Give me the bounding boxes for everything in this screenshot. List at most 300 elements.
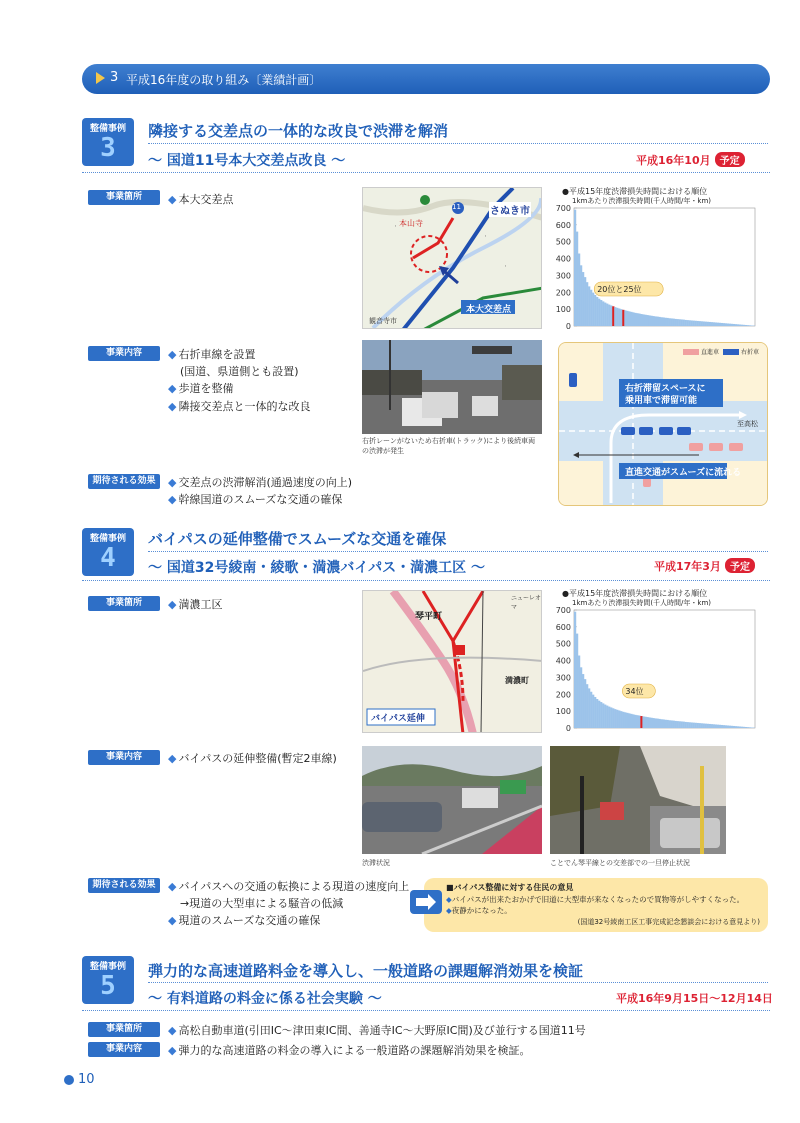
bar: [751, 325, 753, 326]
map-label-intersection: 本大交差点: [466, 305, 512, 315]
bar: [697, 321, 699, 326]
diamond-icon: ◆: [168, 1044, 177, 1057]
bar: [665, 318, 667, 326]
bar: [646, 717, 648, 728]
status-badge: 予定: [715, 152, 745, 167]
bar: [660, 317, 662, 326]
tag-location: 事業箇所: [88, 190, 160, 205]
arrow-icon: [96, 72, 105, 84]
bar: [733, 726, 735, 728]
y-tick-label: 0: [565, 724, 571, 733]
bar: [654, 316, 656, 326]
chart-svg: [550, 588, 765, 736]
effect-item: [168, 474, 352, 490]
y-tick-label: 400: [555, 254, 571, 264]
section-header: [82, 64, 770, 94]
bar: [747, 325, 749, 326]
bar: [636, 313, 638, 326]
bar: [673, 721, 675, 728]
bar: [614, 709, 616, 728]
bar: [586, 684, 588, 728]
bar: [743, 727, 745, 728]
photo-intersection: [362, 340, 542, 434]
bar: [658, 317, 660, 326]
bar: [618, 308, 620, 326]
bar: [741, 727, 743, 728]
photo-congestion: [362, 746, 542, 854]
location-item: [168, 1022, 586, 1038]
bar: [711, 724, 713, 728]
bar: [679, 319, 681, 326]
bar: [596, 699, 598, 728]
bar: [705, 322, 707, 326]
bar: [584, 679, 586, 728]
diamond-icon: ◆: [168, 348, 177, 361]
svg-text:・: ・: [483, 234, 489, 240]
case-badge-3: [82, 118, 134, 166]
bar: [705, 724, 707, 728]
callout-label: 34位: [625, 687, 644, 696]
content-item: [168, 380, 233, 396]
bar: [725, 725, 727, 728]
photo-caption: ことでん琴平線との交差部での一旦停止状況: [550, 859, 690, 867]
y-tick-label: 300: [555, 673, 571, 683]
case-badge-label: 整備事例: [89, 962, 126, 972]
bar: [648, 717, 650, 728]
bar: [638, 716, 640, 728]
bar: [600, 702, 602, 728]
bar: [697, 723, 699, 728]
opinion-title: ■バイパス整備に対する住民の意見: [446, 883, 574, 892]
chart-unit: 1kmあたり渋滞損失時間(千人時間/年・km): [572, 599, 712, 607]
diagram-direction: 至高松: [737, 420, 758, 428]
bar: [650, 316, 652, 326]
map-label-town1: 琴平町: [415, 612, 443, 622]
bar: [634, 715, 636, 728]
location-text: 満濃工区: [178, 598, 223, 611]
diamond-icon: ◆: [168, 382, 177, 395]
bar: [642, 716, 644, 728]
effect-item: [168, 491, 342, 507]
diagram-turn-lane: [558, 342, 768, 506]
bar: [739, 726, 741, 728]
photo-caption: 右折レーンがないため右折車(トラック)により後続車両の渋滞が発生: [362, 437, 536, 455]
case-badge-number: 3: [100, 133, 116, 163]
bar: [662, 719, 664, 728]
tag-content: 事業内容: [88, 750, 160, 765]
bar: [602, 301, 604, 326]
y-tick-label: 700: [555, 204, 571, 213]
bar: [695, 321, 697, 326]
content-item: [168, 1042, 530, 1058]
bar: [727, 725, 729, 728]
bar: [751, 727, 753, 728]
bar: [612, 306, 614, 326]
y-tick-label: 500: [555, 237, 571, 247]
bar: [632, 312, 634, 326]
bar: [677, 319, 679, 326]
bar: [598, 299, 600, 326]
bar: [681, 721, 683, 728]
bar: [582, 674, 584, 728]
case4-subtitle: 〜 国道32号綾南・綾歌・満濃バイパス・満濃工区 〜: [148, 560, 485, 576]
bar: [717, 323, 719, 326]
y-tick-label: 700: [555, 606, 571, 615]
diagram-note1: 右折滞留スペースに: [625, 384, 706, 394]
bar: [691, 320, 693, 326]
effect-text: 幹線国道のスムーズな交通の確保: [178, 493, 343, 506]
map-case4: [362, 590, 542, 733]
y-tick-label: 400: [555, 656, 571, 666]
bar: [673, 319, 675, 326]
bar: [707, 322, 709, 326]
content-item: [180, 363, 299, 379]
bar: [624, 712, 626, 728]
page-number: 10: [78, 1072, 95, 1087]
divider: [148, 551, 768, 552]
bar: [662, 317, 664, 326]
content-item: [168, 346, 255, 362]
bar: [604, 303, 606, 326]
tag-location: 事業箇所: [88, 596, 160, 611]
bar: [711, 322, 713, 326]
map-label-station: 観音寺市: [369, 317, 397, 325]
section-number: 3: [110, 70, 119, 85]
bar: [719, 725, 721, 728]
bar: [701, 321, 703, 326]
bar: [620, 309, 622, 326]
bar: [735, 324, 737, 326]
bar: [747, 727, 749, 728]
diamond-icon: ◆: [168, 752, 177, 765]
divider: [82, 172, 770, 173]
divider: [148, 982, 768, 983]
bar: [652, 718, 654, 728]
y-tick-label: 200: [555, 690, 571, 700]
bar: [707, 724, 709, 728]
case-badge-number: 5: [100, 971, 116, 1001]
tag-content: 事業内容: [88, 1042, 160, 1057]
diamond-icon: ◆: [168, 476, 177, 489]
svg-text:・: ・: [503, 264, 509, 270]
content-item: [168, 398, 310, 414]
effect-text: →現道の大型車による騒音の低減: [180, 897, 344, 910]
chart-title: ●平成15年度渋滞損失時間における順位: [562, 187, 708, 196]
y-tick-label: 0: [565, 322, 571, 331]
bar: [626, 713, 628, 728]
bar: [618, 710, 620, 728]
bar: [689, 722, 691, 728]
tag-effect: 期待される効果: [88, 474, 160, 489]
bar: [604, 705, 606, 728]
chart-unit: 1kmあたり渋滞損失時間(千人時間/年・km): [572, 197, 712, 205]
bar: [721, 323, 723, 326]
bar: [679, 721, 681, 728]
bar: [739, 324, 741, 326]
bar: [681, 319, 683, 326]
bar: [669, 720, 671, 728]
bar: [729, 324, 731, 326]
effect-item: [168, 912, 320, 928]
bar: [594, 295, 596, 326]
map-label-bypass: バイパス延伸: [371, 714, 425, 724]
case3-subtitle: 〜 国道11号本大交差点改良 〜: [148, 153, 346, 169]
bar: [598, 701, 600, 728]
case-badge-number: 4: [100, 543, 116, 573]
bar: [719, 323, 721, 326]
bar: [626, 311, 628, 326]
bar: [622, 712, 624, 728]
bar: [695, 723, 697, 728]
y-tick-label: 500: [555, 639, 571, 649]
bar: [636, 715, 638, 728]
bar: [646, 315, 648, 326]
effect-item: [180, 895, 343, 911]
content-text: 右折車線を設置: [178, 348, 256, 361]
bar: [699, 321, 701, 326]
bar: [578, 254, 580, 326]
bar: [699, 723, 701, 728]
bar: [594, 697, 596, 728]
bar: [727, 323, 729, 326]
bar: [713, 724, 715, 728]
bar: [660, 719, 662, 728]
bar: [667, 318, 669, 326]
bar: [677, 721, 679, 728]
case3-title: 隣接する交差点の一体的な改良で渋滞を解消: [148, 122, 449, 140]
diamond-icon: ◆: [168, 493, 177, 506]
page-dot-icon: [64, 1075, 74, 1085]
effect-text: 現道のスムーズな交通の確保: [178, 914, 321, 927]
case-badge-5: [82, 956, 134, 1004]
callout-label: 20位と25位: [597, 285, 642, 294]
date-text: 平成17年3月: [654, 560, 721, 573]
bar: [654, 718, 656, 728]
bar: [675, 319, 677, 326]
location-item: [168, 191, 233, 207]
svg-text:・: ・: [393, 224, 399, 230]
bar: [582, 272, 584, 326]
case4-title: バイパスの延伸整備でスムーズな交通を確保: [148, 530, 447, 548]
bar: [624, 310, 626, 326]
resident-opinion-box: [424, 878, 768, 932]
bar: [687, 722, 689, 728]
chart-svg: [550, 186, 765, 334]
bar: [709, 724, 711, 728]
bar: [590, 692, 592, 728]
diamond-icon: ◆: [168, 193, 177, 206]
bar: [717, 725, 719, 728]
case3-date: [636, 152, 745, 168]
bar: [642, 314, 644, 326]
bar: [658, 719, 660, 728]
bar: [703, 321, 705, 326]
bar: [610, 707, 612, 728]
bar: [584, 277, 586, 326]
bar: [731, 726, 733, 728]
bar: [616, 308, 618, 326]
bar: [630, 714, 632, 728]
case-badge-label: 整備事例: [89, 124, 126, 134]
content-text: 歩道を整備: [178, 382, 234, 395]
divider: [82, 580, 770, 581]
bar: [665, 720, 667, 728]
bar: [580, 667, 582, 728]
bar: [608, 305, 610, 326]
arrow-icon: [410, 890, 442, 914]
case-badge-4: [82, 528, 134, 576]
tag-content: 事業内容: [88, 346, 160, 361]
bar: [628, 713, 630, 728]
bar: [640, 314, 642, 326]
bar: [576, 232, 578, 326]
bar: [693, 321, 695, 326]
bar: [709, 322, 711, 326]
case4-date: [654, 558, 755, 574]
bar: [596, 297, 598, 326]
case5-title: 弾力的な高速道路料金を導入し、一般道路の課題解消効果を検証: [148, 962, 584, 980]
case-badge-label: 整備事例: [89, 534, 126, 544]
case5-subtitle: 〜 有料道路の料金に係る社会実験 〜: [148, 991, 382, 1007]
bar: [644, 315, 646, 326]
bar: [683, 722, 685, 728]
bar: [574, 612, 576, 728]
bar: [640, 716, 642, 728]
bar: [606, 304, 608, 326]
bar: [614, 307, 616, 326]
map-label-temple: 本山寺: [399, 219, 423, 228]
bar: [638, 314, 640, 326]
opinion-item: ◆バイパスが出来たおかげで旧道に大型車が来なくなったので買物等がしやすくなった。: [446, 895, 745, 904]
bar: [701, 723, 703, 728]
y-tick-label: 100: [555, 305, 571, 315]
effect-item: [168, 878, 409, 894]
bar: [632, 714, 634, 728]
bar: [620, 711, 622, 728]
bar: [723, 323, 725, 326]
bar: [749, 325, 751, 326]
bar: [574, 210, 576, 326]
legend-right: 右折車: [741, 349, 760, 356]
bar: [721, 725, 723, 728]
content-text: (国道、県道側とも設置): [180, 365, 299, 378]
bar: [743, 325, 745, 326]
opinion-source: (国道32号綾南工区工事完成記念懇談会における意見より): [577, 918, 760, 926]
bar: [741, 325, 743, 326]
y-tick-label: 200: [555, 288, 571, 298]
content-item: [168, 750, 337, 766]
bar: [644, 717, 646, 728]
legend-straight: 直進車: [701, 349, 720, 356]
bar: [580, 265, 582, 326]
bar: [713, 322, 715, 326]
bar: [622, 310, 624, 326]
bar: [745, 727, 747, 728]
bar: [590, 290, 592, 326]
bar: [737, 324, 739, 326]
map-label-park: ニューレオマ: [511, 595, 541, 611]
bar: [576, 634, 578, 728]
tag-location: 事業箇所: [88, 1022, 160, 1037]
y-tick-label: 600: [555, 220, 571, 230]
bar: [606, 706, 608, 728]
route-number: 11: [452, 203, 461, 211]
tag-effect: 期待される効果: [88, 878, 160, 893]
bar: [725, 323, 727, 326]
bar: [630, 312, 632, 326]
divider: [82, 1010, 770, 1011]
effect-text: 交差点の渋滞解消(通過速度の向上): [178, 476, 353, 489]
bar: [723, 725, 725, 728]
bar: [600, 300, 602, 326]
chart-case4: [550, 588, 765, 736]
bar: [656, 719, 658, 728]
bar: [592, 293, 594, 326]
bar: [578, 656, 580, 728]
bar: [592, 695, 594, 728]
diamond-icon: ◆: [446, 895, 452, 904]
bar: [729, 726, 731, 728]
bar: [737, 726, 739, 728]
y-tick-label: 600: [555, 622, 571, 632]
map-label-town2: 満濃町: [505, 676, 529, 685]
chart-case3: [550, 186, 765, 334]
bar: [650, 718, 652, 728]
bar: [628, 311, 630, 326]
map-label-city: さぬき市: [489, 202, 531, 217]
bar: [703, 723, 705, 728]
bar: [612, 708, 614, 728]
bar: [656, 317, 658, 326]
diagram-note3: 直進交通がスムーズに流れる: [625, 468, 742, 478]
section-title: 平成16年度の取り組み〔業績計画〕: [126, 73, 322, 87]
date-text: 平成16年10月: [636, 154, 711, 167]
photo-railway-crossing: [550, 746, 726, 854]
bar: [689, 320, 691, 326]
diamond-icon: ◆: [168, 914, 177, 927]
divider: [148, 143, 768, 144]
diamond-icon: ◆: [168, 400, 177, 413]
bar: [588, 688, 590, 728]
bar: [687, 320, 689, 326]
y-tick-label: 300: [555, 271, 571, 281]
map-case3: [362, 187, 542, 329]
bar: [588, 286, 590, 326]
diamond-icon: ◆: [446, 906, 452, 915]
bar: [667, 720, 669, 728]
bar: [602, 703, 604, 728]
bar: [683, 320, 685, 326]
bar: [693, 723, 695, 728]
bar: [691, 722, 693, 728]
bar: [634, 313, 636, 326]
diamond-icon: ◆: [168, 880, 177, 893]
bar: [715, 724, 717, 728]
bar: [648, 315, 650, 326]
diagram-note2: 乗用車で滞留可能: [625, 396, 698, 406]
bar: [733, 324, 735, 326]
content-text: 弾力的な高速道路の料金の導入による一般道路の課題解消効果を検証。: [178, 1044, 531, 1057]
location-text: 高松自動車道(引田IC〜津田東IC間、善通寺IC〜大野原IC間)及び並行する国道11号: [178, 1024, 586, 1037]
bar: [745, 325, 747, 326]
case5-date: 平成16年9月15日〜12月14日: [616, 992, 773, 1005]
bar: [586, 282, 588, 326]
effect-text: バイパスへの交通の転換による現道の速度向上: [178, 880, 410, 893]
photo-caption: 渋滞状況: [362, 859, 390, 867]
content-text: バイパスの延伸整備(暫定2車線): [178, 752, 337, 765]
diamond-icon: ◆: [168, 598, 177, 611]
chart-title: ●平成15年度渋滞損失時間における順位: [562, 589, 708, 598]
